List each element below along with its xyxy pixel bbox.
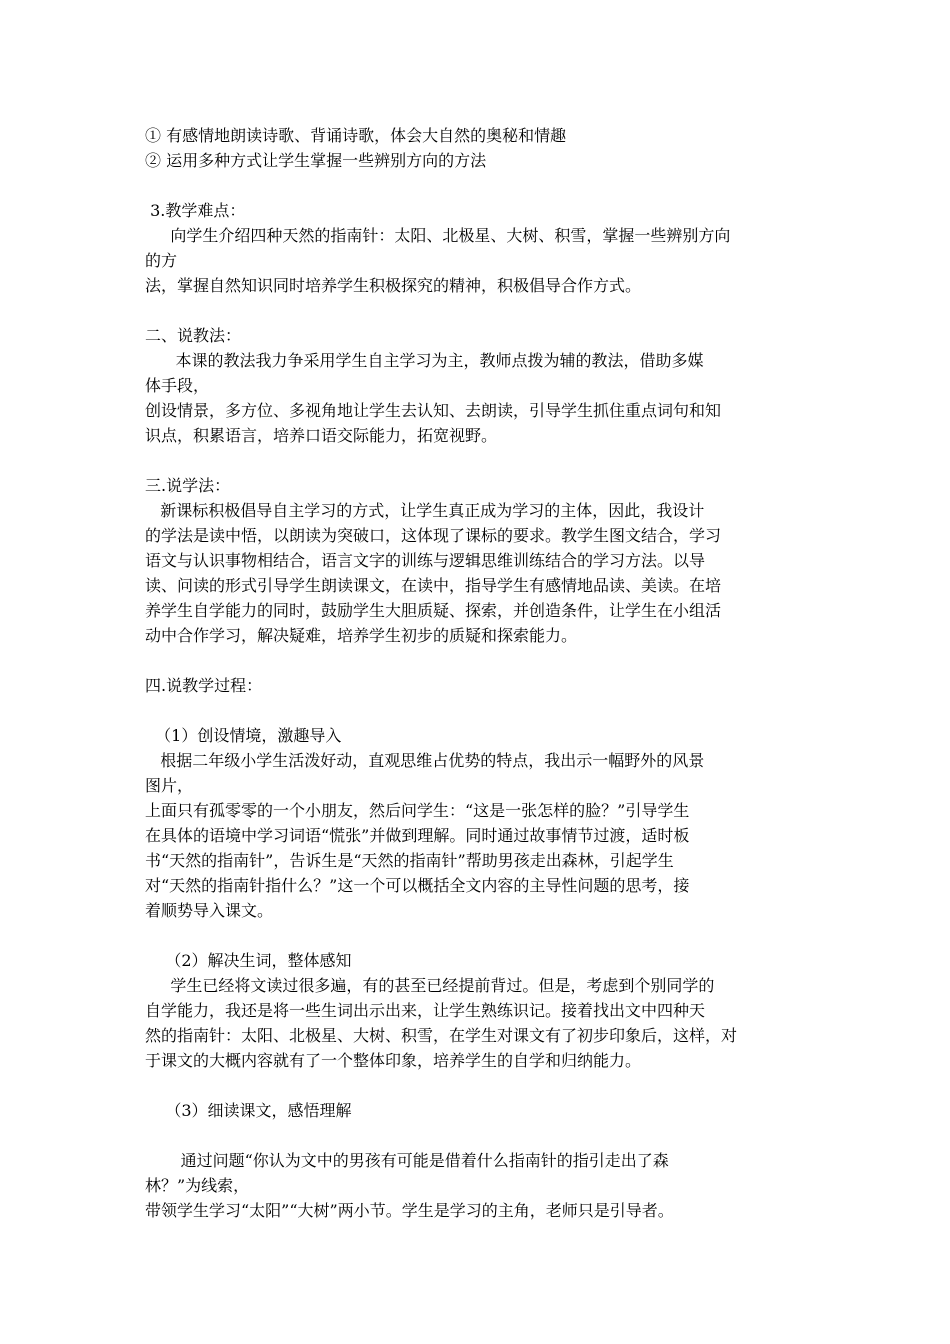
spacer — [145, 448, 810, 473]
method-line-3: 创设情景，多方位、多视角地让学生去认知、去朗读，引导学生抓住重点词句和知 — [145, 401, 722, 420]
difficulty-line-2: 的方 — [145, 251, 178, 270]
step1-line-2: 图片， — [145, 776, 194, 795]
spacer — [145, 923, 810, 948]
step1-line-3: 上面只有孤零零的一个小朋友，然后问学生：“这是一张怎样的脸？”引导学生 — [145, 801, 690, 820]
step1-line-5: 书“天然的指南针”，告诉生是“天然的指南针”帮助男孩走出森林，引起学生 — [145, 851, 674, 870]
step2-line-3: 然的指南针：太阳、北极星、大树、积雪，在学生对课文有了初步印象后，这样，对 — [145, 1026, 738, 1045]
spacer — [145, 648, 810, 673]
learning-line-5: 养学生自学能力的同时，鼓励学生大胆质疑、探索，并创造条件，让学生在小组活 — [145, 601, 722, 620]
step2-line-1: 学生已经将文读过很多遍，有的甚至已经提前背过。但是，考虑到个别同学的 — [145, 976, 715, 995]
step1-title: （1）创设情境，激趣导入 — [145, 726, 342, 745]
learning-line-4: 读、问读的形式引导学生朗读课文，在读中，指导学生有感情地品读、美读。在培 — [145, 576, 722, 595]
objective-2: ② 运用多种方式让学生掌握一些辨别方向的方法 — [145, 151, 487, 170]
step3-line-1: 通过问题“你认为文中的男孩有可能是借着什么指南针的指引走出了森 — [145, 1151, 669, 1170]
method-line-1: 本课的教法我力争采用学生自主学习为主，教师点拨为辅的教法，借助多媒 — [145, 351, 704, 370]
difficulty-line-3: 法，掌握自然知识同时培养学生积极探究的精神，积极倡导合作方式。 — [145, 276, 642, 295]
learning-heading: 三.说学法： — [145, 476, 231, 495]
learning-line-6: 动中合作学习，解决疑难，培养学生初步的质疑和探索能力。 — [145, 626, 578, 645]
step3-line-2: 林？”为线索， — [145, 1176, 250, 1195]
step1-line-7: 着顺势导入课文。 — [145, 901, 274, 920]
difficulty-heading: 3.教学难点： — [145, 201, 246, 220]
learning-line-2: 的学法是读中悟，以朗读为突破口，这体现了课标的要求。教学生图文结合，学习 — [145, 526, 722, 545]
process-heading: 四.说教学过程： — [145, 676, 263, 695]
objective-1: ① 有感情地朗读诗歌、背诵诗歌，体会大自然的奥秘和情趣 — [145, 126, 567, 145]
step3-line-3: 带领学生学习“太阳”“大树”两小节。学生是学习的主角，老师只是引导者。 — [145, 1201, 674, 1220]
method-line-4: 识点，积累语言，培养口语交际能力，拓宽视野。 — [145, 426, 498, 445]
learning-line-1: 新课标积极倡导自主学习的方式，让学生真正成为学习的主体，因此，我设计 — [145, 501, 705, 520]
spacer — [145, 173, 810, 198]
step1-line-6: 对“天然的指南针指什么？”这一个可以概括全文内容的主导性问题的思考，接 — [145, 876, 690, 895]
spacer — [145, 298, 810, 323]
document-page — [145, 123, 810, 1223]
spacer — [145, 698, 810, 723]
step2-line-2: 自学能力，我还是将一些生词出示出来，让学生熟练识记。接着找出文中四种天 — [145, 1001, 706, 1020]
spacer — [145, 1073, 810, 1098]
step2-title: （2）解决生词，整体感知 — [145, 951, 352, 970]
step1-line-4: 在具体的语境中学习词语“慌张”并做到理解。同时通过故事情节过渡，适时板 — [145, 826, 690, 845]
method-line-2: 体手段， — [145, 376, 210, 395]
spacer — [145, 1123, 810, 1148]
step2-line-4: 于课文的大概内容就有了一个整体印象，培养学生的自学和归纳能力。 — [145, 1051, 642, 1070]
step1-line-1: 根据二年级小学生活泼好动，直观思维占优势的特点，我出示一幅野外的风景 — [145, 751, 705, 770]
difficulty-line-1: 向学生介绍四种天然的指南针：太阳、北极星、大树、积雪，掌握一些辨别方向 — [145, 226, 731, 245]
method-heading: 二、说教法： — [145, 326, 242, 345]
step3-title: （3）细读课文，感悟理解 — [145, 1101, 352, 1120]
learning-line-3: 语文与认识事物相结合，语言文字的训练与逻辑思维训练结合的学习方法。以导 — [145, 551, 706, 570]
